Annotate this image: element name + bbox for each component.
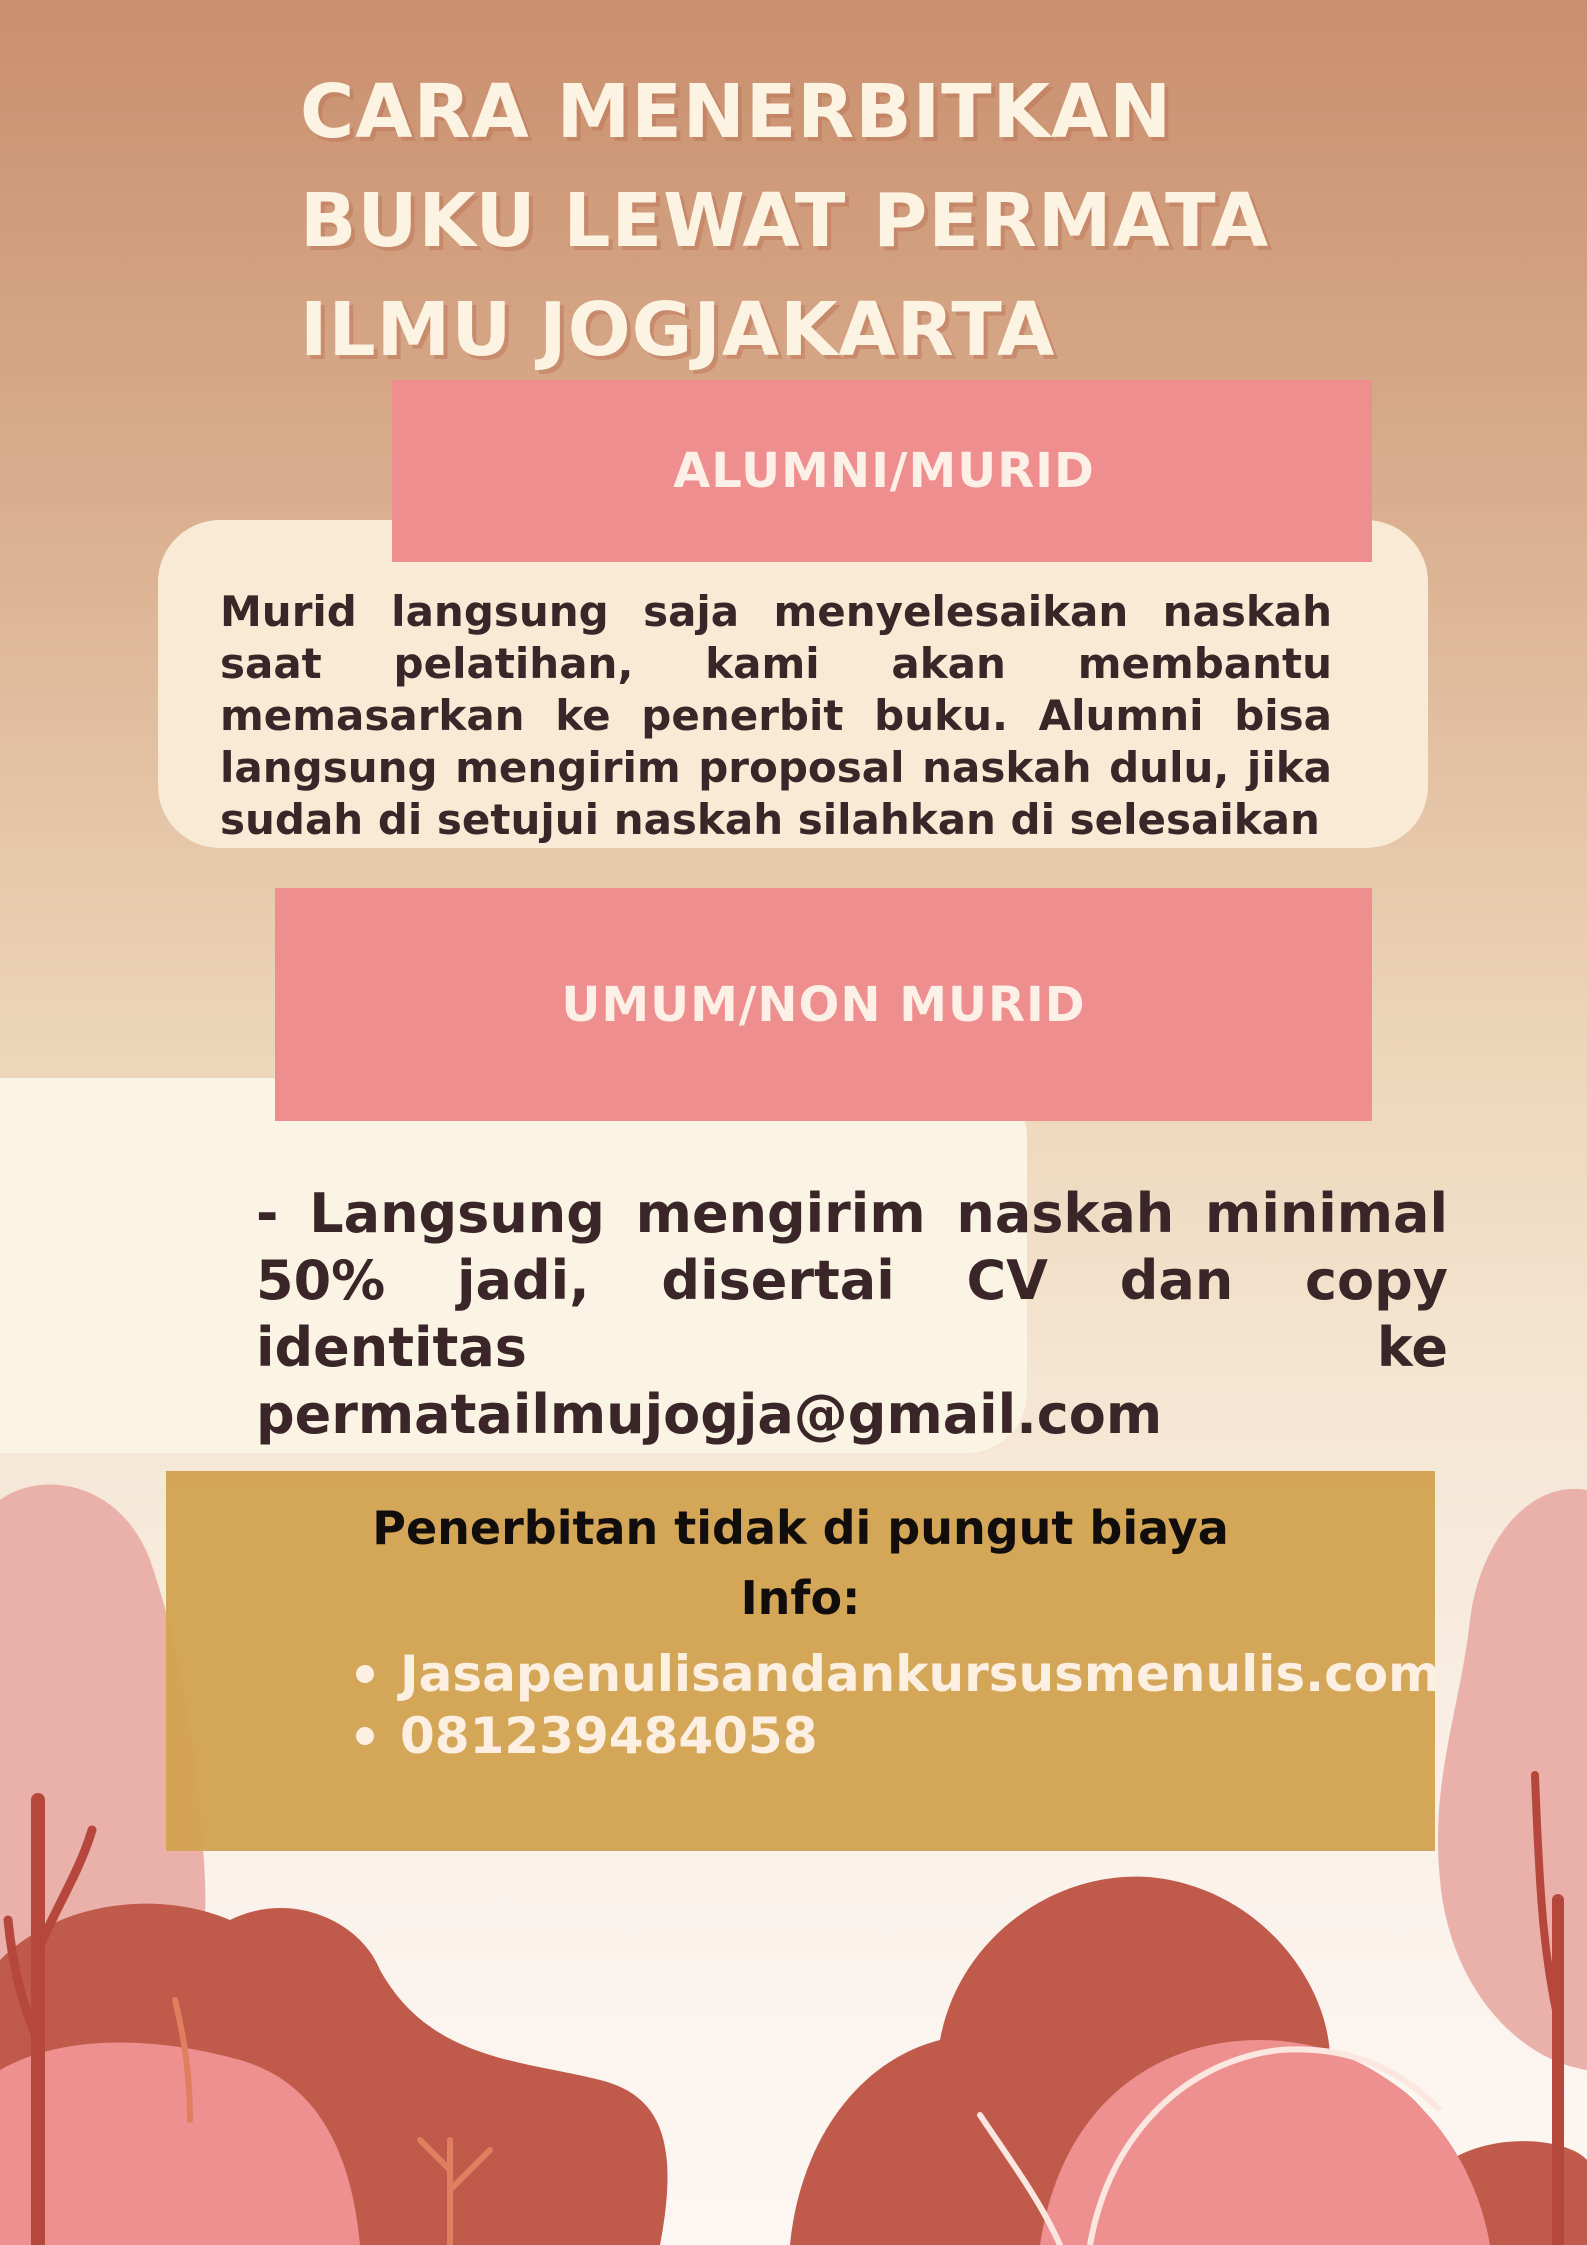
right-tree-crown [1438,1489,1587,2070]
info-label: Info: [740,1571,861,1625]
alumni-header-label: ALUMNI/MURID [673,443,1095,499]
list-item [356,1705,1440,1767]
bullet-icon [356,1665,374,1683]
info-title: Penerbitan tidak di pungut biaya [372,1501,1229,1555]
alumni-section-header [392,380,1372,562]
title-line-3: ILMU JOGJAKARTA [300,287,1056,373]
info-box [166,1471,1441,1851]
alumni-description: Murid langsung saja menyelesaikan naskah saat pelatihan, kami akan membantu memasarkan ke penerbit buku. Alumni bisa langsung mengirim proposal naskah dulu, jika sudah di setujui naskah silahkan di selesaikan [220,587,1332,844]
umum-header-label: UMUM/NON MURID [561,976,1086,1033]
bullet-icon [356,1727,374,1745]
umum-description: - Langsung mengirim naskah minimal 50% jadi, disertai CV dan copy identitas ke permatailmujogja@gmail.com [256,1182,1448,1446]
website-link[interactable]: Jasapenulisandankursusmenulis.com [400,1645,1441,1703]
title-line-1: CARA MENERBITKAN [300,69,1173,155]
phone-number[interactable]: 081239484058 [400,1707,818,1765]
info-list [356,1643,1440,1767]
title-line-2: BUKU LEWAT PERMATA [300,178,1270,264]
list-item [356,1643,1440,1705]
